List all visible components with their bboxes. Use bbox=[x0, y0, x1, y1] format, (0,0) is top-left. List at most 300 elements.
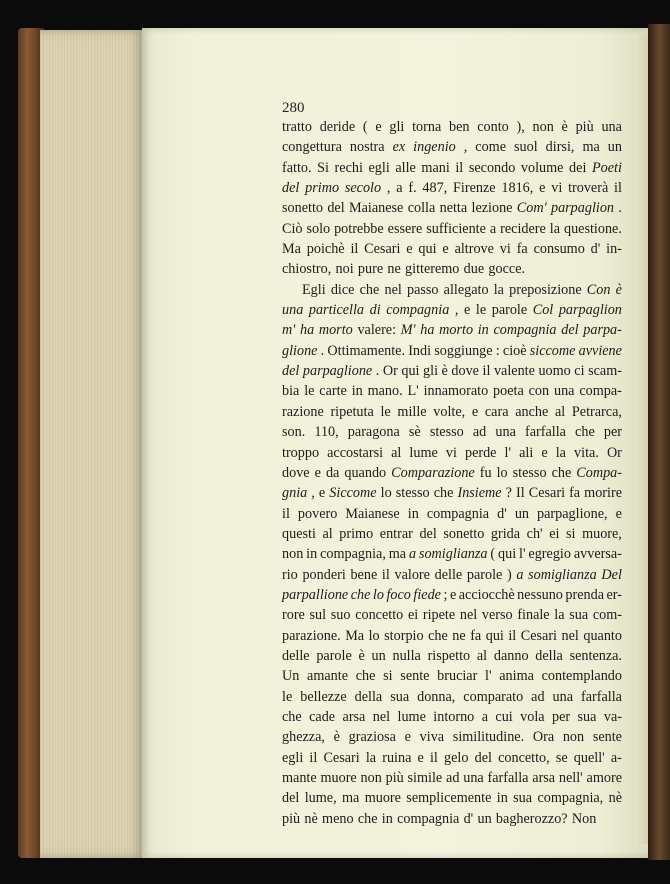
word: compagnia bbox=[397, 810, 460, 827]
word: con bbox=[528, 383, 550, 400]
word: avviene bbox=[578, 342, 622, 359]
word: cioè bbox=[502, 342, 527, 359]
word: questione. bbox=[563, 220, 622, 237]
word: a bbox=[489, 220, 497, 237]
text-line bbox=[282, 402, 622, 422]
word: netta bbox=[439, 200, 468, 217]
word: qui bbox=[498, 546, 517, 563]
word: una bbox=[553, 383, 575, 400]
word: . bbox=[320, 342, 325, 359]
word: una bbox=[601, 119, 622, 135]
word: dove bbox=[451, 363, 479, 380]
word: più bbox=[575, 119, 594, 135]
word: intorno bbox=[433, 708, 475, 725]
word: suo bbox=[330, 607, 351, 624]
text-line bbox=[282, 748, 622, 768]
word: ne bbox=[387, 261, 401, 278]
word: Cesari bbox=[528, 485, 566, 502]
word: e bbox=[449, 586, 457, 603]
word: sua bbox=[577, 708, 597, 725]
text-line bbox=[282, 768, 622, 788]
word: lo bbox=[380, 485, 392, 502]
word: contemplando bbox=[541, 668, 622, 685]
word: Maianese bbox=[348, 200, 404, 217]
word: fa bbox=[569, 485, 581, 502]
word: Con bbox=[586, 281, 611, 298]
word: viva bbox=[419, 729, 445, 746]
word: del bbox=[282, 180, 300, 197]
word: mano. bbox=[367, 383, 403, 400]
word: quell' bbox=[573, 749, 605, 766]
facing-page-edge bbox=[634, 34, 648, 844]
word: del bbox=[419, 525, 437, 542]
word: nessuno bbox=[517, 586, 563, 603]
word: arsa bbox=[532, 770, 556, 786]
text-line bbox=[282, 565, 622, 585]
text-line bbox=[282, 687, 622, 707]
word: ali bbox=[519, 444, 534, 461]
word: anima bbox=[499, 668, 534, 685]
word: valente bbox=[493, 363, 535, 380]
word: nulla bbox=[392, 647, 421, 664]
word: ch' bbox=[526, 525, 543, 542]
word: essere bbox=[387, 220, 423, 237]
word: mante bbox=[282, 770, 317, 786]
text-line bbox=[282, 788, 622, 808]
word: un bbox=[514, 505, 529, 522]
word: parazione. bbox=[282, 627, 341, 644]
word: chiostro, bbox=[282, 261, 332, 278]
word: l' bbox=[519, 546, 526, 563]
word: d' bbox=[590, 241, 601, 258]
word: cui bbox=[495, 708, 513, 725]
word: un bbox=[477, 810, 492, 827]
word: a bbox=[481, 708, 488, 725]
word: Maianese bbox=[345, 505, 400, 522]
word: . bbox=[375, 363, 380, 380]
word: soggiunge bbox=[434, 342, 493, 359]
word: valere: bbox=[357, 322, 397, 339]
page-edges bbox=[40, 30, 144, 858]
word: donna, bbox=[417, 688, 456, 705]
word: torna bbox=[412, 119, 442, 135]
word: delle bbox=[282, 647, 310, 664]
word: e bbox=[471, 403, 479, 420]
word: 1816, bbox=[501, 180, 534, 197]
word: stesso bbox=[429, 424, 464, 441]
word: il bbox=[455, 159, 464, 176]
word: che bbox=[428, 627, 448, 644]
word: nel bbox=[372, 708, 391, 725]
word: particella bbox=[308, 302, 365, 319]
word: la bbox=[554, 607, 565, 624]
word: un bbox=[607, 139, 622, 156]
word: a bbox=[516, 566, 524, 583]
word: accostarsi bbox=[327, 444, 384, 461]
word: consumo bbox=[533, 241, 585, 258]
word: in bbox=[477, 322, 489, 339]
word: potrebbe bbox=[334, 220, 384, 237]
word: nostra bbox=[349, 139, 385, 156]
word: concetto bbox=[355, 607, 404, 624]
word: che bbox=[359, 281, 380, 298]
text-line bbox=[282, 727, 622, 747]
word: ad bbox=[531, 688, 545, 705]
word: la bbox=[493, 281, 504, 298]
word: non bbox=[282, 546, 304, 563]
word: è bbox=[441, 363, 448, 380]
word: egli bbox=[368, 159, 390, 176]
word: gli bbox=[389, 119, 405, 135]
word: ma bbox=[388, 546, 407, 563]
word: parpaglion bbox=[550, 200, 615, 217]
word: è bbox=[561, 119, 568, 135]
word: dove bbox=[282, 464, 310, 481]
word: sente bbox=[400, 668, 430, 685]
word: che bbox=[357, 810, 378, 827]
word: parole bbox=[466, 566, 503, 583]
word: morto bbox=[318, 322, 353, 339]
word: paragona bbox=[347, 424, 400, 441]
word: Indi bbox=[408, 342, 432, 359]
word: 487, bbox=[422, 180, 448, 197]
word: rore bbox=[282, 607, 305, 624]
word: Non bbox=[571, 810, 597, 827]
word: innamorato bbox=[423, 383, 489, 400]
word: solo bbox=[306, 220, 331, 237]
word: gitteremo bbox=[405, 261, 460, 278]
word: le bbox=[380, 403, 391, 420]
word: il bbox=[508, 627, 517, 644]
text-line bbox=[282, 178, 622, 198]
word: è bbox=[333, 729, 340, 746]
word: colla bbox=[407, 200, 436, 217]
word: Petrarca, bbox=[571, 403, 622, 420]
word: mani bbox=[421, 159, 450, 176]
word: m' bbox=[282, 322, 296, 339]
text-line bbox=[282, 117, 622, 137]
word: qui bbox=[418, 241, 437, 258]
word: somiglianza bbox=[418, 546, 488, 563]
word: ripetuta bbox=[330, 403, 374, 420]
word: non bbox=[532, 119, 554, 135]
word: Siccome bbox=[329, 485, 377, 502]
word: dirsi, bbox=[545, 139, 575, 156]
word: nè bbox=[304, 810, 318, 827]
page-number: 280 bbox=[282, 100, 305, 116]
word: bagherozzo? bbox=[495, 810, 568, 827]
word: troppo bbox=[282, 444, 320, 461]
word: e bbox=[539, 180, 546, 197]
word: compagnia, bbox=[320, 546, 386, 563]
word: a- bbox=[610, 749, 622, 766]
word: Ma bbox=[282, 241, 301, 258]
word: bia bbox=[282, 383, 300, 400]
word: che bbox=[575, 424, 595, 441]
word: avversa- bbox=[573, 546, 622, 563]
word: lume, bbox=[304, 790, 337, 807]
word: il bbox=[282, 505, 290, 522]
word: lo bbox=[496, 464, 508, 481]
word: volte, bbox=[433, 403, 466, 420]
word: le bbox=[304, 383, 315, 400]
word: parpaglione bbox=[302, 363, 373, 380]
word: Ora bbox=[532, 729, 555, 746]
word: e bbox=[417, 749, 424, 766]
word: L' bbox=[407, 383, 419, 400]
word: compagnia, bbox=[537, 790, 604, 807]
word: Egli bbox=[302, 281, 326, 298]
word: in bbox=[306, 546, 318, 563]
word: recidere bbox=[500, 220, 546, 237]
word: gnia bbox=[282, 485, 308, 502]
word: prenda bbox=[565, 586, 604, 603]
word: che bbox=[282, 708, 302, 725]
word: congettura bbox=[282, 139, 342, 156]
word: uomo bbox=[538, 363, 571, 380]
word: cara bbox=[484, 403, 509, 420]
word: Firenze bbox=[453, 180, 496, 197]
text-line bbox=[282, 259, 622, 279]
text-line bbox=[282, 443, 622, 463]
word: alle bbox=[395, 159, 416, 176]
word: ne bbox=[452, 627, 466, 644]
word: a bbox=[408, 546, 417, 563]
text-line bbox=[282, 158, 622, 178]
word: muore bbox=[364, 790, 401, 807]
word: si bbox=[383, 668, 393, 685]
word: al bbox=[554, 403, 566, 420]
word: lume bbox=[397, 708, 426, 725]
word: il bbox=[381, 566, 390, 583]
word: Or bbox=[382, 363, 398, 380]
word: somiglianza bbox=[528, 566, 597, 583]
word: ; bbox=[443, 586, 448, 603]
word: danno bbox=[493, 647, 529, 664]
word: M' bbox=[400, 322, 416, 339]
word: Ciò bbox=[282, 220, 303, 237]
word: fatto. bbox=[282, 159, 312, 176]
word: compa- bbox=[579, 383, 622, 400]
word: meno bbox=[322, 810, 354, 827]
word: è bbox=[358, 647, 365, 664]
word: ? bbox=[505, 485, 512, 502]
word: ma bbox=[341, 790, 360, 807]
word: lezione bbox=[471, 200, 513, 217]
word: dei bbox=[569, 159, 587, 176]
text-line bbox=[282, 626, 622, 646]
word: sonetto bbox=[443, 525, 485, 542]
word: a bbox=[396, 180, 403, 197]
word: il bbox=[429, 749, 438, 766]
word: non bbox=[562, 729, 585, 746]
word: nè bbox=[608, 790, 622, 807]
word: vita. bbox=[574, 444, 599, 461]
word: che bbox=[433, 485, 454, 502]
word: quanto bbox=[583, 627, 622, 644]
word: in- bbox=[606, 241, 622, 258]
word: da bbox=[325, 464, 340, 481]
word: bruciar bbox=[437, 668, 478, 685]
word: storpio bbox=[384, 627, 424, 644]
word: il bbox=[482, 363, 491, 380]
word: comparato bbox=[463, 688, 524, 705]
word: ex bbox=[392, 139, 406, 156]
word: Compa- bbox=[576, 464, 622, 481]
word: rio bbox=[282, 566, 298, 583]
word: rechi bbox=[334, 159, 363, 176]
word: ma bbox=[582, 139, 600, 156]
text-line bbox=[282, 809, 622, 829]
word: l' bbox=[485, 668, 492, 685]
text-line bbox=[282, 341, 622, 361]
word: stesso bbox=[512, 464, 547, 481]
word: graziosa bbox=[348, 729, 396, 746]
word: ( bbox=[490, 546, 496, 563]
word: 110, bbox=[314, 424, 339, 441]
word: le bbox=[282, 688, 293, 705]
text-line bbox=[282, 280, 622, 300]
word: farfalla bbox=[487, 770, 529, 786]
word: Insieme bbox=[457, 485, 502, 502]
text-line bbox=[282, 320, 622, 340]
word: che bbox=[551, 464, 572, 481]
text-line bbox=[282, 198, 622, 218]
word: similitudine. bbox=[452, 729, 525, 746]
text-line bbox=[282, 239, 622, 259]
word: fu bbox=[479, 464, 492, 481]
word: della bbox=[354, 688, 383, 705]
word: due bbox=[463, 261, 485, 278]
word: . bbox=[618, 200, 622, 217]
word: acciocchè bbox=[458, 586, 515, 603]
word: muore, bbox=[582, 525, 622, 542]
text-line bbox=[282, 300, 622, 320]
word: fa bbox=[516, 241, 528, 258]
word: ponderi bbox=[302, 566, 346, 583]
word: nel bbox=[459, 607, 478, 624]
word: arsa bbox=[342, 708, 366, 725]
word: per bbox=[552, 708, 571, 725]
word: sua bbox=[569, 607, 589, 624]
word: lo bbox=[368, 627, 380, 644]
word: com- bbox=[592, 607, 622, 624]
word: per bbox=[603, 424, 622, 441]
text-line bbox=[282, 463, 622, 483]
word: parpaglion bbox=[558, 302, 622, 319]
word: gocce. bbox=[488, 261, 526, 278]
text-line bbox=[282, 381, 622, 401]
word: vi bbox=[445, 444, 457, 461]
word: preposizione bbox=[509, 281, 582, 298]
body-text bbox=[282, 117, 622, 829]
word: morto bbox=[439, 322, 474, 339]
word: secondo bbox=[468, 159, 516, 176]
word: ghezza, bbox=[282, 729, 325, 746]
word: parole bbox=[491, 302, 528, 319]
word: sentenza. bbox=[569, 647, 622, 664]
word: egregio bbox=[528, 546, 571, 563]
word: parpaglione, bbox=[537, 505, 608, 522]
text-line bbox=[282, 422, 622, 442]
word: f. bbox=[408, 180, 417, 197]
word: lume bbox=[409, 444, 438, 461]
word: egli bbox=[282, 749, 304, 766]
word: più bbox=[282, 810, 301, 827]
word: sua bbox=[390, 688, 410, 705]
word: e bbox=[406, 241, 413, 258]
word: secolo bbox=[344, 180, 382, 197]
word: semplicemente bbox=[406, 790, 492, 807]
word: il bbox=[350, 241, 359, 258]
word: Or bbox=[606, 444, 622, 461]
word: del bbox=[561, 322, 579, 339]
word: della bbox=[535, 647, 563, 664]
word: al bbox=[391, 444, 402, 461]
word: ad bbox=[446, 770, 460, 786]
word: gelo bbox=[444, 749, 469, 766]
word: e bbox=[375, 119, 382, 135]
word: un bbox=[371, 647, 386, 664]
word: e bbox=[318, 485, 326, 502]
word: gli bbox=[423, 363, 439, 380]
word: ruina bbox=[382, 749, 412, 766]
word: rispetto bbox=[427, 647, 471, 664]
word: fa bbox=[470, 627, 482, 644]
word: razione bbox=[282, 403, 324, 420]
word: entrar bbox=[379, 525, 413, 542]
word: troverà bbox=[568, 180, 609, 197]
word: parpallione bbox=[282, 586, 349, 603]
word: le bbox=[475, 302, 487, 319]
word: Del bbox=[601, 566, 622, 583]
word: va- bbox=[603, 708, 622, 725]
text-line bbox=[282, 666, 622, 686]
word: poichè bbox=[306, 241, 345, 258]
word: son. bbox=[282, 424, 306, 441]
word: Ma bbox=[345, 627, 365, 644]
word: compagnia bbox=[426, 505, 490, 522]
word: conto bbox=[477, 119, 509, 135]
word: tratto bbox=[282, 119, 312, 135]
word: sente bbox=[592, 729, 622, 746]
text-line bbox=[282, 707, 622, 727]
word: del bbox=[282, 363, 300, 380]
word: e bbox=[442, 241, 449, 258]
word: farfalla bbox=[580, 688, 622, 705]
word: concetto, bbox=[498, 749, 550, 766]
word: muore bbox=[320, 770, 357, 786]
word: qui bbox=[401, 363, 420, 380]
word: ben bbox=[449, 119, 470, 135]
word: bellezze bbox=[300, 688, 347, 705]
word: Com' bbox=[516, 200, 547, 217]
word: , bbox=[386, 180, 391, 197]
word: al bbox=[322, 525, 333, 542]
word: perde bbox=[464, 444, 497, 461]
word: poeta bbox=[493, 383, 524, 400]
text-line bbox=[282, 585, 622, 605]
word: nel bbox=[561, 627, 579, 644]
word: Col bbox=[532, 302, 554, 319]
text-line bbox=[282, 483, 622, 503]
word: altrove bbox=[454, 241, 494, 258]
word: finale bbox=[517, 607, 550, 624]
word: sul bbox=[309, 607, 327, 624]
word: vi bbox=[551, 180, 563, 197]
word: ha bbox=[420, 322, 435, 339]
word: se bbox=[555, 749, 568, 766]
